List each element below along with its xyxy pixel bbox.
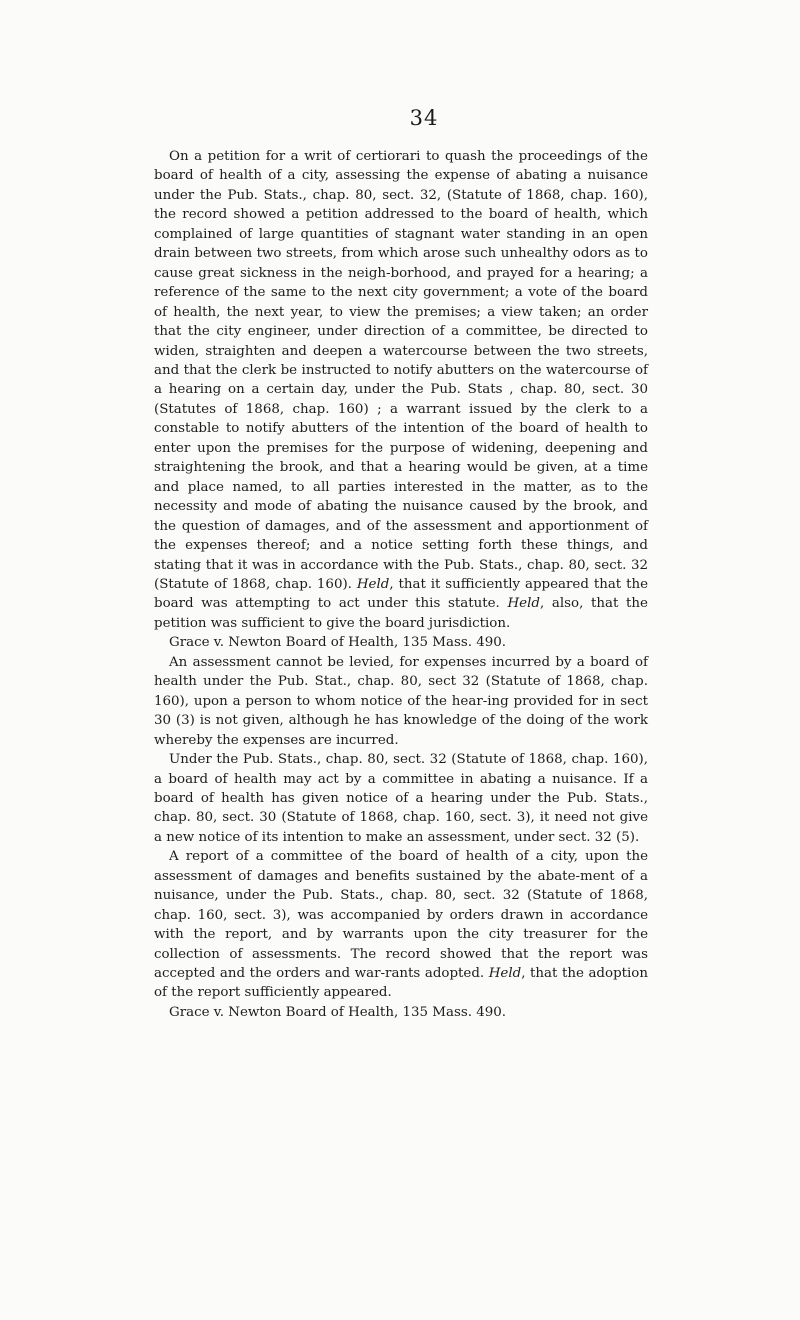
page-number-text: 34 (409, 106, 439, 130)
body-text (154, 147, 648, 1022)
text-segment: , that the adoption of the report sufficiently appeared. (154, 966, 648, 1001)
paragraph-committee-report (154, 847, 648, 1003)
held-italic: Held (488, 966, 522, 982)
text-segment: , that it sufficiently appeared that the board was attempting to act under this statute. (154, 576, 649, 612)
text-segment: An assessment cannot be levied, for expenses incurred by a board of health under the Pub. Stat., chap. 80, sect 32 (Statute of 1868, chap. 160), upon a person to whom notice of the hear-ing provided for in sect 30 (3) is not given, although he has knowledge of the doing of the work whereby the expenses are incurred. (154, 654, 648, 748)
text-segment: On a petition for a writ of certiorari to quash the proceedings of the board of health of a city, assessing the expense of abating a nuisance under the Pub. Stats., chap. 80, sect. 32, (Statute of 1868, chap. 160), the record showed a petition addressed to the board of health, which complained of large quantities of stagnant water standing in an open drain between two streets, from which arose such unhealthy odors as to cause great sickness in the neigh-borhood, and prayed for a hearing; a reference of the same to the next city government; a vote of the board of health, the next year, to view the premises; a view taken; an order that the city engineer, under direction of a committee, be directed to widen, straighten and deepen a watercourse between the two streets, and that the clerk be instructed to notify abutters on the watercourse of a hearing on a certain day, under the Pub. Stats , chap. 80, sect. 30 (Statutes of 1868, chap. 160) ; a warrant issued by the clerk to a constable to notify abutters of the intention of the board of health to enter upon the premises for the purpose of widening, deepening and straightening the brook, and that a hearing would be given, at a time and place named, to all parties interested in the matter, as to the necessity and mode of abating the nuisance caused by the brook, and the question of damages, and of the assessment and apportionment of the expenses thereof; and a notice setting forth these things, and stating that it was in accordance with the Pub. Stats., chap. 80, sect. 32 (Statute of 1868, chap. 160). (154, 149, 648, 592)
citation-grace-v-newton: Grace v. Newton Board of Health, 135 Mass. 490. (169, 635, 507, 651)
text-segment: Under the Pub. Stats., chap. 80, sect. 32 (Statute of 1868, chap. 160), a board of health may act by a committee in abating a nuisance. If a board of health has given notice of a hearing under the Pub. Stats., chap. 80, sect. 30 (Statute of 1868, chap. 160, sect. 3), it need not give a new notice of its intention to make an assessment, under sect. 32 (5). (154, 752, 648, 845)
paragraph-assessment-notice (154, 653, 648, 750)
held-italic: Held (507, 596, 540, 612)
page-number (0, 106, 800, 130)
held-italic: Held (356, 576, 390, 592)
citation-grace-v-newton: Grace v. Newton Board of Health, 135 Mass. 490. (169, 1004, 507, 1020)
paragraph-certiorari-petition (154, 147, 648, 633)
text-segment: A report of a committee of the board of health of a city, upon the assessment of damages and benefits sustained by the abate-ment of a nuisance, under the Pub. Stats., chap. 80, sect. 32 (Statute of 1868, chap. 160, sect. 3), was accompanied by orders drawn in accordance with the report, and by warrants upon the city treasurer for the collection of assessments. The record showed that the report was accepted and the orders and war-rants adopted. (154, 849, 648, 982)
paragraph-committee-abatement (154, 750, 648, 847)
text-segment: , also, that the petition was sufficient to give the board jurisdiction. (154, 596, 648, 631)
